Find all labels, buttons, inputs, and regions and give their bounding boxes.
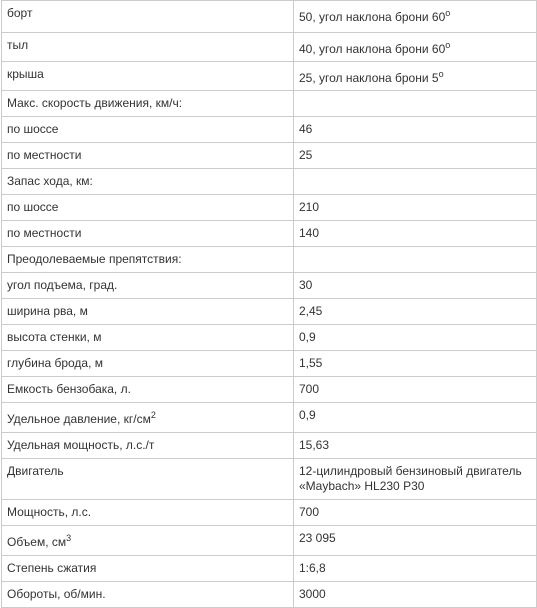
row-label: угол подъема, град.	[2, 273, 294, 299]
row-label: борт	[2, 1, 294, 33]
table-row	[2, 221, 537, 247]
row-value: 700	[294, 500, 537, 526]
row-label: крыша	[2, 62, 294, 91]
row-label: ширина рва, м	[2, 299, 294, 325]
table-row	[2, 351, 537, 377]
table-row	[2, 433, 537, 459]
row-value: 50, угол наклона брони $60^о$	[294, 1, 537, 33]
table-row	[2, 169, 537, 195]
row-label: глубина брода, м	[2, 351, 294, 377]
row-value: 1:6,8	[294, 556, 537, 582]
row-value: 2,45	[294, 299, 537, 325]
row-value: 210	[294, 195, 537, 221]
table-row	[2, 247, 537, 273]
row-value: 12-цилиндровый бензиновый двигатель «Maybach» HL230 P30	[294, 459, 537, 500]
row-label: по местности	[2, 143, 294, 169]
table-row	[2, 273, 537, 299]
table-row	[2, 582, 537, 608]
table-row	[2, 1, 537, 33]
row-value: 15,63	[294, 433, 537, 459]
table-row	[2, 33, 537, 62]
row-value: 700	[294, 377, 537, 403]
row-label: высота стенки, м	[2, 325, 294, 351]
row-label: Мощность, л.с.	[2, 500, 294, 526]
table-row	[2, 91, 537, 117]
row-label: Емкость бензобака, л.	[2, 377, 294, 403]
degree-superscript: о	[445, 40, 451, 50]
row-value: 25, угол наклона брони $5^о$	[294, 62, 537, 91]
table-row	[2, 117, 537, 143]
row-value: 3000	[294, 582, 537, 608]
row-value	[294, 247, 537, 273]
table-row	[2, 500, 537, 526]
row-value: 140	[294, 221, 537, 247]
degree-superscript: о	[438, 69, 444, 79]
table-row	[2, 143, 537, 169]
table-row	[2, 526, 537, 556]
row-label: по местности	[2, 221, 294, 247]
row-value	[294, 91, 537, 117]
row-value: 0,9	[294, 325, 537, 351]
row-value	[294, 169, 537, 195]
row-label: по шоссе	[2, 117, 294, 143]
table-row	[2, 325, 537, 351]
row-value: 23 095	[294, 526, 537, 556]
table-row	[2, 556, 537, 582]
row-value: 40, угол наклона брони $60^о$	[294, 33, 537, 62]
row-label: по шоссе	[2, 195, 294, 221]
specifications-table	[1, 0, 537, 608]
row-label: Удельное давление, $кг/см^2$	[2, 403, 294, 433]
exponent-superscript: 2	[150, 410, 156, 420]
section-label: Преодолеваемые препятствия:	[2, 247, 294, 273]
row-label: Объем, $см^3$	[2, 526, 294, 556]
row-value: 30	[294, 273, 537, 299]
row-label: Обороты, об/мин.	[2, 582, 294, 608]
table-row	[2, 195, 537, 221]
row-value: 46	[294, 117, 537, 143]
row-value: 0,9	[294, 403, 537, 433]
table-row	[2, 62, 537, 91]
row-value: 1,55	[294, 351, 537, 377]
row-label: Степень сжатия	[2, 556, 294, 582]
exponent-superscript: 3	[66, 533, 72, 543]
section-label: Макс. скорость движения, км/ч:	[2, 91, 294, 117]
row-label: Удельная мощность, л.с./т	[2, 433, 294, 459]
degree-superscript: о	[445, 8, 451, 18]
table-row	[2, 403, 537, 433]
section-label: Запас хода, км:	[2, 169, 294, 195]
table-row	[2, 459, 537, 500]
table-row	[2, 377, 537, 403]
table-row	[2, 299, 537, 325]
row-value: 25	[294, 143, 537, 169]
row-label: тыл	[2, 33, 294, 62]
row-label: Двигатель	[2, 459, 294, 500]
